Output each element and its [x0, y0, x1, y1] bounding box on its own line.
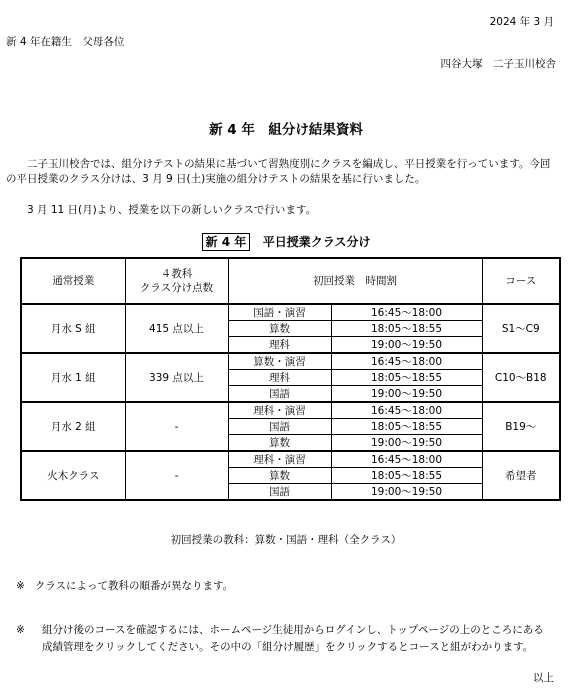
table-title-text: 平日授業クラス分け: [262, 235, 371, 249]
subjects-note: 初回授業の教科：算数・国語・理科（全クラス）: [170, 534, 402, 546]
lesson-time: 16:45～18:00: [331, 304, 482, 321]
lesson-subject: 算数: [228, 435, 331, 452]
note-mark: ※: [16, 580, 25, 592]
class-course: C10～B18: [482, 353, 560, 402]
lesson-subject: 算数・演習: [228, 353, 331, 370]
class-name: 月水 1 組: [21, 353, 125, 402]
class-score: -: [125, 451, 228, 500]
table-row: [21, 402, 560, 419]
lesson-time: 18:05～18:55: [331, 419, 482, 435]
closing-mark: 以上: [533, 672, 554, 684]
lesson-subject: 理科: [228, 370, 331, 386]
lesson-subject: 算数: [228, 468, 331, 484]
document-title: 新 4 年 組分け結果資料: [209, 122, 363, 138]
lesson-subject: 理科・演習: [228, 402, 331, 419]
class-course: B19～: [482, 402, 560, 451]
lesson-subject: 国語・演習: [228, 304, 331, 321]
note-subject-order: [16, 578, 233, 593]
lesson-subject: 理科・演習: [228, 451, 331, 468]
header-first-lesson: 初回授業 時間割: [228, 258, 482, 304]
sender-line: 四谷大塚 二子玉川校舎: [440, 58, 556, 70]
table-title: [0, 233, 572, 250]
class-name: 月水 S 組: [21, 304, 125, 353]
lesson-time: 19:00～19:50: [331, 484, 482, 501]
table-title-grade: 新 4 年: [202, 233, 251, 251]
class-score: 339 点以上: [125, 353, 228, 402]
note-course-check: [16, 622, 546, 656]
intro-paragraph: 二子玉川校舎では、組分けテストの結果に基づいて習熟度別にクラスを編成し、平日授業を行っています。今回の平日授業のクラス分けは、3 月 9 日(土)実施の組分けテストの結果を基に行いました。: [6, 158, 551, 185]
lesson-subject: 理科: [228, 337, 331, 354]
header-class: 通常授業: [21, 258, 125, 304]
class-course: 希望者: [482, 451, 560, 500]
header-score: ４教科 クラス分け点数: [125, 258, 228, 304]
note-text: 組分け後のコースを確認するには、ホームページ生徒用からログインし、トップページの上のところにある成績管理をクリックしてください。その中の「組分け履歴」をクリックするとコースと組がわかります。: [42, 624, 544, 653]
table-header-row: [21, 258, 560, 304]
lesson-time: 16:45～18:00: [331, 353, 482, 370]
header-course: コース: [482, 258, 560, 304]
lesson-time: 18:05～18:55: [331, 370, 482, 386]
lesson-time: 18:05～18:55: [331, 468, 482, 484]
note-text: クラスによって教科の順番が異なります。: [34, 580, 234, 592]
table-row: [21, 353, 560, 370]
lesson-time: 16:45～18:00: [331, 402, 482, 419]
class-score: -: [125, 402, 228, 451]
table-row: [21, 451, 560, 468]
note-mark: ※: [16, 624, 25, 636]
lesson-time: 19:00～19:50: [331, 435, 482, 452]
lesson-time: 19:00～19:50: [331, 386, 482, 403]
class-assignment-table: [20, 257, 561, 501]
lesson-time: 19:00～19:50: [331, 337, 482, 354]
recipient-line: 新 4 年在籍生 父母各位: [6, 36, 125, 48]
lesson-time: 16:45～18:00: [331, 451, 482, 468]
lesson-subject: 算数: [228, 321, 331, 337]
table-row: [21, 304, 560, 321]
lesson-subject: 国語: [228, 386, 331, 403]
lesson-subject: 国語: [228, 484, 331, 501]
class-name: 月水 2 組: [21, 402, 125, 451]
lesson-time: 18:05～18:55: [331, 321, 482, 337]
class-name: 火木クラス: [21, 451, 125, 500]
lesson-subject: 国語: [228, 419, 331, 435]
document-date: 2024 年 3 月: [489, 16, 554, 28]
start-date-paragraph: 3 月 11 日(月)より、授業を以下の新しいクラスで行います。: [27, 204, 317, 216]
class-score: 415 点以上: [125, 304, 228, 353]
class-course: S1～C9: [482, 304, 560, 353]
